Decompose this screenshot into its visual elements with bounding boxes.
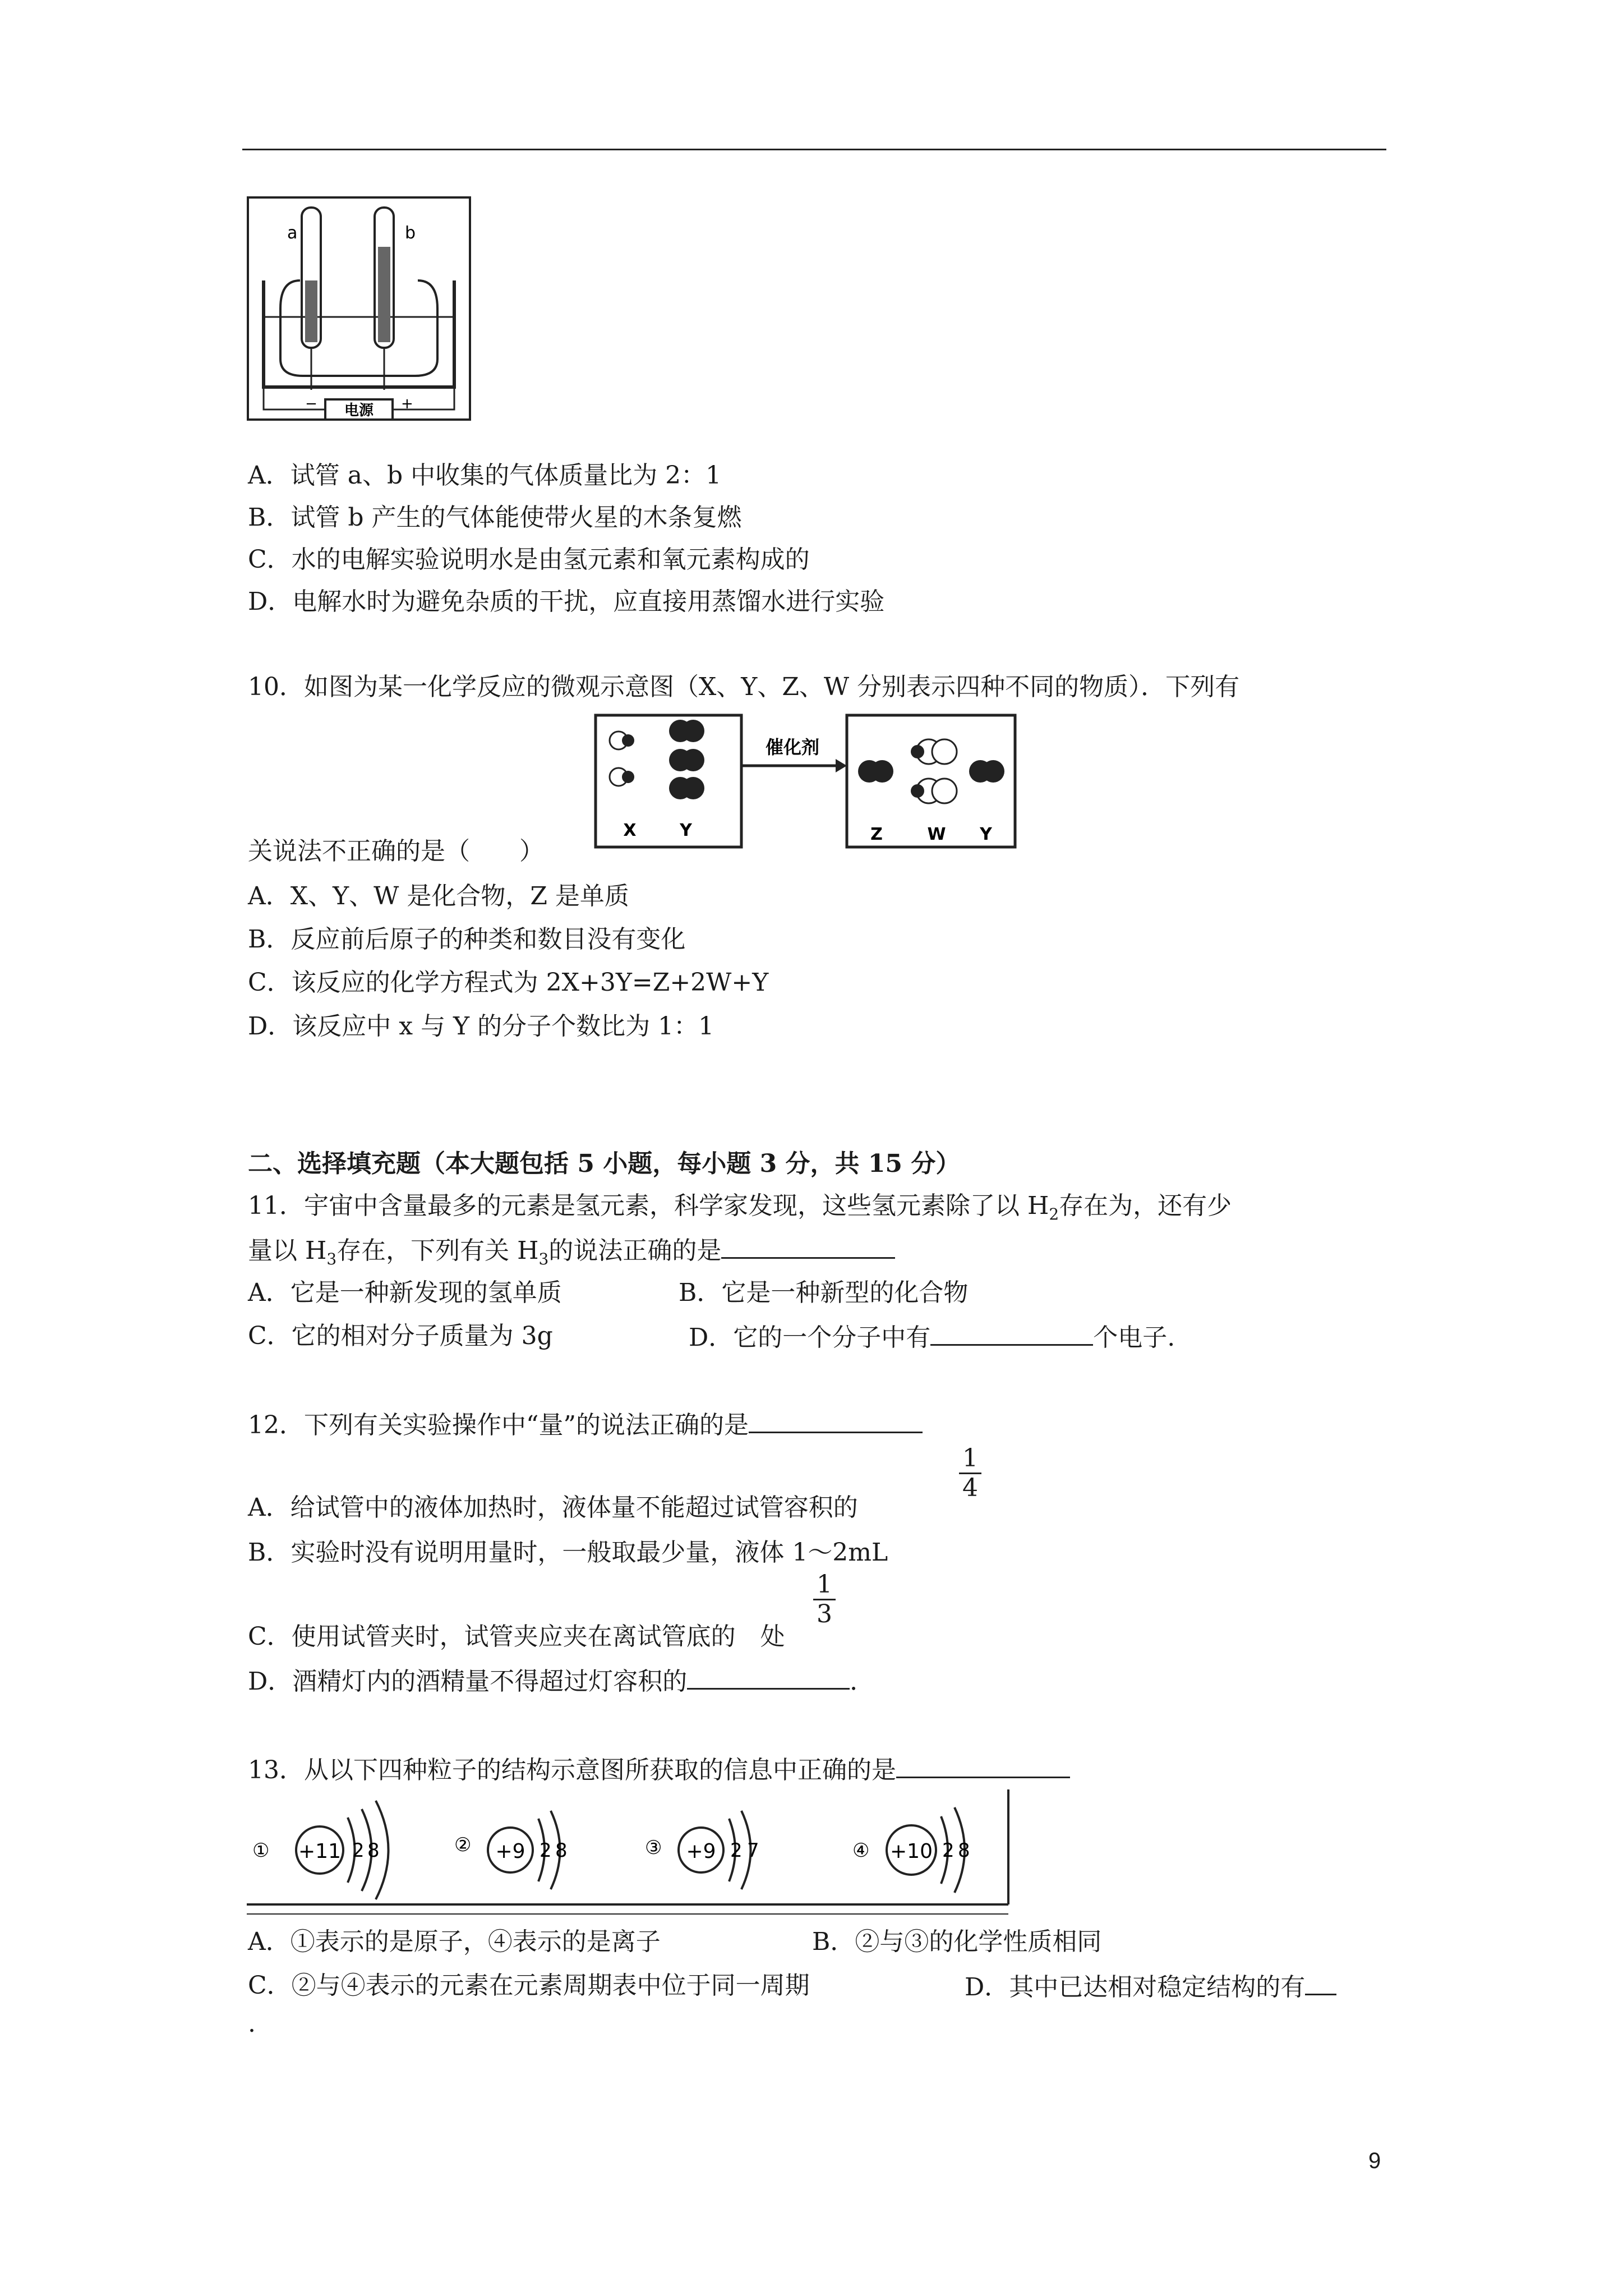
q13-stem: 13．从以下四种粒子的结构示意图所获取的信息中正确的是 xyxy=(248,1752,1070,1787)
svg-text:+11: +11 xyxy=(298,1840,341,1863)
q12-option-a: A．给试管中的液体加热时，液体量不能超过试管容积的 xyxy=(248,1493,858,1522)
q11-answer-blank[interactable] xyxy=(721,1232,895,1259)
q13-option-d: D．其中已达相对稳定结构的有 xyxy=(965,1969,1336,2004)
y-molecules xyxy=(669,720,704,799)
svg-text:2: 2 xyxy=(730,1839,743,1862)
q12-answer-blank[interactable] xyxy=(749,1407,923,1433)
svg-text:8: 8 xyxy=(555,1839,568,1862)
particle-3 xyxy=(645,1811,759,1889)
fraction-one-third: $\frac{1}{3}$ xyxy=(813,1571,836,1628)
section-heading: 二、选择填充题（本大题包括 5 小题，每小题 3 分，共 15 分） xyxy=(248,1149,961,1178)
q12-option-d: D．酒精灯内的酒精量不得超过灯容积的 ． xyxy=(248,1663,874,1699)
svg-text:+9: +9 xyxy=(686,1840,716,1863)
q10-option-a: A．X、Y、W 是化合物，Z 是单质 xyxy=(248,882,629,910)
particle-2 xyxy=(454,1811,568,1889)
particle-4 xyxy=(852,1807,970,1893)
svg-text:2: 2 xyxy=(540,1839,552,1862)
particle-structure-diagrams xyxy=(247,1789,1021,1918)
label-w: W xyxy=(927,825,946,844)
svg-text:①: ① xyxy=(252,1839,270,1862)
q9-option-c: C．水的电解实验说明水是由氢元素和氧元素构成的 xyxy=(248,545,810,574)
svg-text:7: 7 xyxy=(747,1839,759,1862)
svg-text:−: − xyxy=(305,395,317,412)
q10-stem-line1: 10．如图为某一化学反应的微观示意图（X、Y、Z、W 分别表示四种不同的物质）．下列有 xyxy=(248,673,1240,701)
svg-text:④: ④ xyxy=(852,1839,870,1862)
q12-option-b: B．实验时没有说明用量时，一般取最少量，液体 1～2mL xyxy=(248,1538,888,1567)
q10-option-c: C．该反应的化学方程式为 2X+3Y=Z+2W+Y xyxy=(248,968,769,997)
reaction-micro-diagram xyxy=(593,710,1020,850)
z-molecule xyxy=(858,760,893,783)
y-molecule-right xyxy=(969,760,1004,783)
catalyst-label: 催化剂 xyxy=(765,737,820,758)
svg-text:2: 2 xyxy=(942,1839,955,1862)
page-number: 9 xyxy=(1368,2148,1381,2173)
q11-option-d: D．它的一个分子中有 个电子. xyxy=(689,1319,1175,1355)
label-y-right: Y xyxy=(980,825,992,844)
svg-text:③: ③ xyxy=(645,1837,662,1859)
x-molecules xyxy=(610,731,634,786)
q9-option-a: A．试管 a、b 中收集的气体质量比为 2：1 xyxy=(248,461,722,490)
q12-option-c: C．使用试管夹时，试管夹应夹在离试管底的 处 xyxy=(248,1622,785,1651)
header-rule xyxy=(242,149,1386,150)
q11-line1: 11．宇宙中含量最多的元素是氢元素，科学家发现，这些氢元素除了以 $H_2$存在为，还有少 xyxy=(248,1191,1232,1223)
particle-1 xyxy=(252,1801,389,1899)
svg-text:+: + xyxy=(401,395,413,412)
q11-option-c: C．它的相对分子质量为 3g xyxy=(248,1322,553,1350)
q11-option-b: B．它是一种新型的化合物 xyxy=(679,1278,969,1307)
electrolysis-apparatus-figure xyxy=(247,196,471,421)
svg-text:2: 2 xyxy=(352,1839,365,1862)
w-molecules xyxy=(911,739,957,803)
fraction-one-quarter: $\frac{1}{4}$ xyxy=(959,1444,981,1502)
tube-label-b: b xyxy=(405,223,416,243)
q9-option-b: B．试管 b 产生的气体能使带火星的木条复燃 xyxy=(248,503,742,532)
power-label: 电源 xyxy=(344,402,374,419)
q13-stable-blank[interactable] xyxy=(1305,1969,1336,1995)
q13-option-c: C．②与④表示的元素在元素周期表中位于同一周期 xyxy=(248,1971,810,2000)
q9-option-d: D．电解水时为避免杂质的干扰，应直接用蒸馏水进行实验 xyxy=(248,587,885,616)
svg-text:+10: +10 xyxy=(890,1840,933,1863)
q10-option-d: D．该反应中 x 与 Y 的分子个数比为 1：1 xyxy=(248,1012,714,1041)
svg-text:②: ② xyxy=(454,1834,472,1856)
q12-alcohol-blank[interactable] xyxy=(687,1663,850,1690)
q13-trailing-dot: . xyxy=(248,2009,256,2038)
q11-electron-blank[interactable] xyxy=(930,1319,1093,1346)
svg-text:8: 8 xyxy=(958,1839,970,1862)
label-y-left: Y xyxy=(680,821,692,840)
q12-stem: 12．下列有关实验操作中“量”的说法正确的是 xyxy=(248,1407,923,1442)
svg-text:8: 8 xyxy=(367,1839,380,1862)
label-z: Z xyxy=(870,825,883,844)
q13-option-a: A．①表示的是原子，④表示的是离子 xyxy=(248,1927,661,1956)
q11-line2: 量以 $H_3$存在，下列有关 $H_3$的说法正确的是 xyxy=(248,1232,895,1276)
q13-answer-blank[interactable] xyxy=(896,1752,1070,1778)
label-x-left: X xyxy=(623,821,637,840)
svg-text:+9: +9 xyxy=(495,1840,525,1863)
q10-option-b: B．反应前后原子的种类和数目没有变化 xyxy=(248,925,686,954)
tube-label-a: a xyxy=(287,223,298,243)
q10-stem-line2: 关说法不正确的是（ ） xyxy=(248,837,544,866)
q11-option-a: A．它是一种新发现的氢单质 xyxy=(248,1278,562,1307)
q13-option-b: B．②与③的化学性质相同 xyxy=(812,1927,1102,1956)
